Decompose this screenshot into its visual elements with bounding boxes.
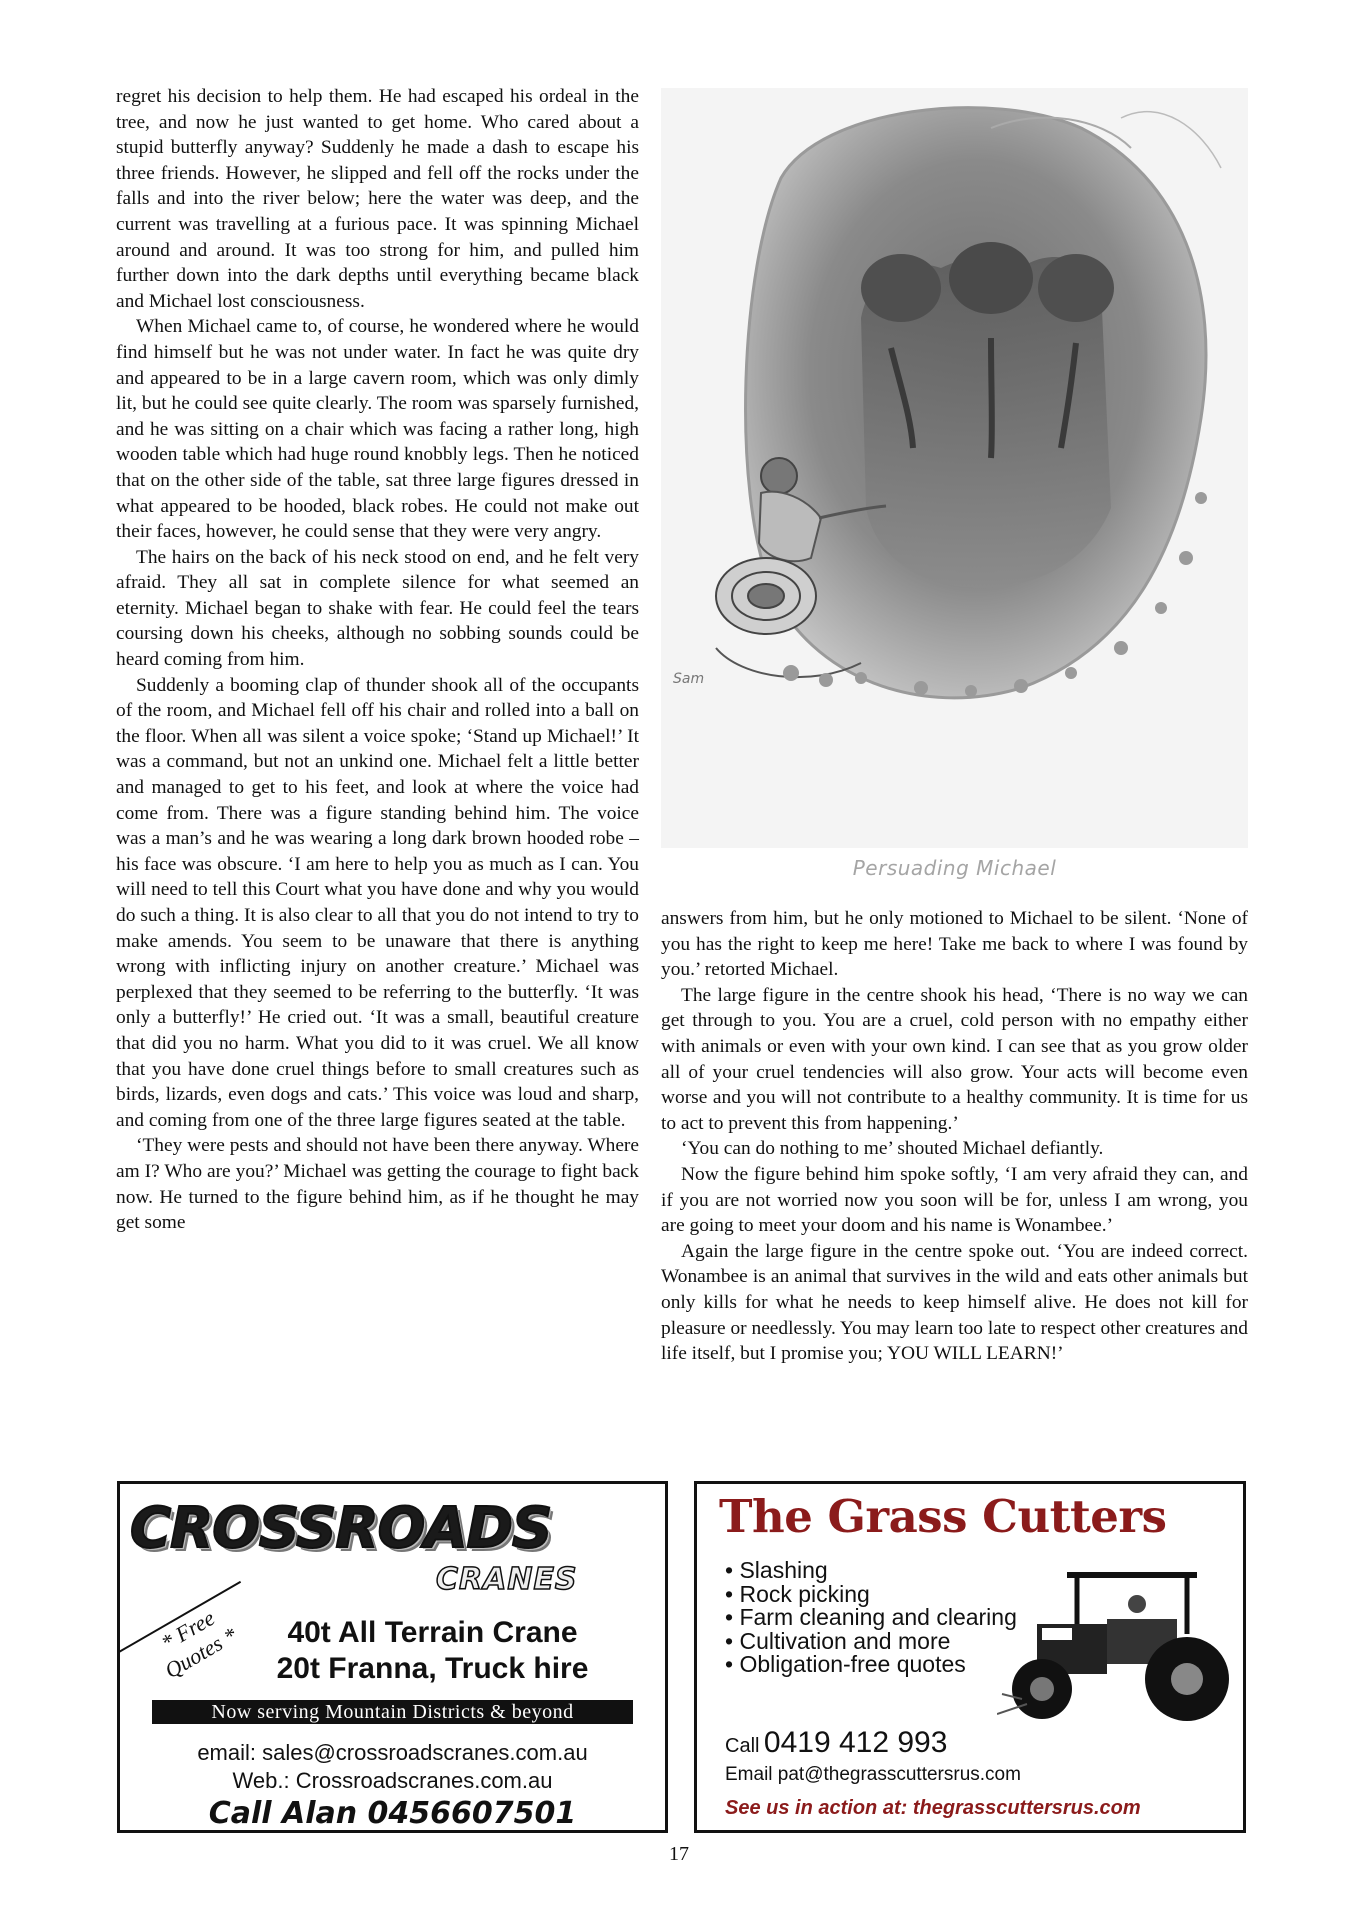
tractor-icon [997,1564,1237,1724]
call-label: Call [725,1735,760,1757]
story-paragraph: Again the large figure in the centre spoke out. ‘You are indeed correct. Wonambee is an animal that survives in the wild and eats other animals but only kills for what he needs to keep himself alive. He does not kill for pleasure or needlessly. You may learn too late to respect other creatures and life itself, but I promise you; YOU WILL LEARN!’ [661,1240,1248,1365]
service-area-banner: Now serving Mountain Districts & beyond [152,1700,633,1724]
services-list [725,1559,1017,1677]
page-number: 17 [669,1843,689,1865]
crossroads-email[interactable]: email: sales@crossroadscranes.com.au [197,1740,588,1765]
story-paragraph: The large figure in the centre shook his head, ‘There is no way we can get through to you. You are a cruel, cold person with no empathy either with animals or even with your own kind. I can see that as you grow older all of your cruel tendencies will also grow. Your acts will become even worse and you will not contribute to a healthy community. It is time for us to act to prevent this from happening.’ [661,984,1248,1134]
free-quotes-badge: * Free Quotes * [119,1581,269,1701]
story-paragraph: Suddenly a booming clap of thunder shook all of the occupants of the room, and Michael fell off his chair and rolled into a ball on the floor. When all was silent a voice spoke; ‘Stand up Michael!’ It was a command, but not an unkind one. Michael felt a little better and managed to get to his feet, and look at where the voice had come from. There was a figure standing behind him. The voice was a man’s and he was wearing a long dark brown hooded robe – his face was obscure. ‘I am here to help you as much as I can. You will need to tell this Court what you have done and why you would do such a thing. It is also clear to all that you do not intend to try to make amends. You seem to be unaware that there is anything wrong with inflicting injury on another creature.’ Michael was perplexed that they seemed to be referring to the butterfly. ‘It was only a butterfly!’ He cried out. ‘It was a small, beautiful creature that did you no harm. What you did to it was cruel. We all know that you have done cruel things before to small creatures such as birds, lizards, even dogs and cats.’ This voice was loud and sharp, and coming from one of the three large figures seated at the table. [116,674,639,1131]
list-item: • Cultivation and more [725,1630,1017,1654]
list-item: • Rock picking [725,1583,1017,1607]
list-item: • Obligation-free quotes [725,1653,1017,1677]
crossroads-phone[interactable]: Call Alan 0456607501 [208,1796,577,1831]
list-item: • Slashing [725,1559,1017,1583]
artist-signature: Sam [673,671,705,687]
grass-cutters-title: The Grass Cutters [719,1490,1167,1543]
grass-cutters-email[interactable]: Email pat@thegrasscuttersrus.com [725,1764,1021,1785]
story-paragraph: answers from him, but he only motioned to Michael to be silent. ‘None of you has the right to keep me here! Take me back to where I was found by you.’ retorted Michael. [661,908,1248,981]
story-paragraph: The hairs on the back of his neck stood on end, and he felt very afraid. They all sat in complete silence for what seemed an eternity. Michael began to shake with fear. He could feel the tears coursing down his cheeks, although no sobbing sounds could be heard coming from him. [116,546,639,671]
phone-number[interactable]: 0419 412 993 [763,1726,948,1759]
list-item: • Farm cleaning and clearing [725,1606,1017,1630]
story-paragraph: ‘They were pests and should not have been there anyway. Where am I? Who are you?’ Michael was getting the courage to fight back now. He turned to the figure behind him, as if he thought he may get some [116,1135,639,1234]
story-paragraph: ‘You can do nothing to me’ shouted Michael defiantly. [681,1138,1104,1160]
story-paragraph: regret his decision to help them. He had escaped his ordeal in the tree, and now he just wanted to get home. Who cared about a stupid butterfly anyway? Suddenly he made a dash to escape his three friends. However, he slipped and fell off the rocks under the falls and into the river below; here the water was deep, and the current was travelling at a furious pace. It was spinning Michael around and around. It was too strong for him, and pulled him further down into the dark depths until everything became black and Michael lost consciousness. [116,86,639,312]
cave-drawing [661,88,1248,848]
grass-cutters-website[interactable]: See us in action at: thegrasscuttersrus.com [725,1797,1141,1819]
crane-service-line: 20t Franna, Truck hire [276,1652,589,1685]
crossroads-logo: CROSSROADS [130,1496,552,1561]
story-illustration [661,88,1248,888]
story-column-right [661,906,1248,1367]
crossroads-website[interactable]: Web.: Crossroadscranes.com.au [232,1768,553,1793]
grass-cutters-phone[interactable] [725,1726,947,1760]
illustration-caption: Persuading Michael [852,856,1057,880]
crossroads-cranes-ad [117,1481,668,1833]
story-column-left [116,84,639,1236]
grass-cutters-ad [694,1481,1246,1833]
crane-service-line: 40t All Terrain Crane [287,1616,578,1649]
crossroads-logo-subtitle: CRANES [436,1562,578,1597]
story-paragraph: Now the figure behind him spoke softly, ‘I am very afraid they can, and if you are not worried now you soon will be for, unless I am wrong, you are going to meet your doom and his name is Wonambee.’ [661,1163,1248,1237]
story-paragraph: When Michael came to, of course, he wondered where he would find himself but he was not under water. In fact he was quite dry and appeared to be in a large cavern room, which was only dimly lit, but he could see quite clearly. The room was sparsely furnished, and he was sitting on a chair which was facing a rather long, high wooden table which had huge round knobbly legs. Then he noticed that on the other side of the table, sat three large figures dressed in what appeared to be hooded, black robes. He could not make out their faces, however, he could sense that they were very angry. [116,316,639,543]
